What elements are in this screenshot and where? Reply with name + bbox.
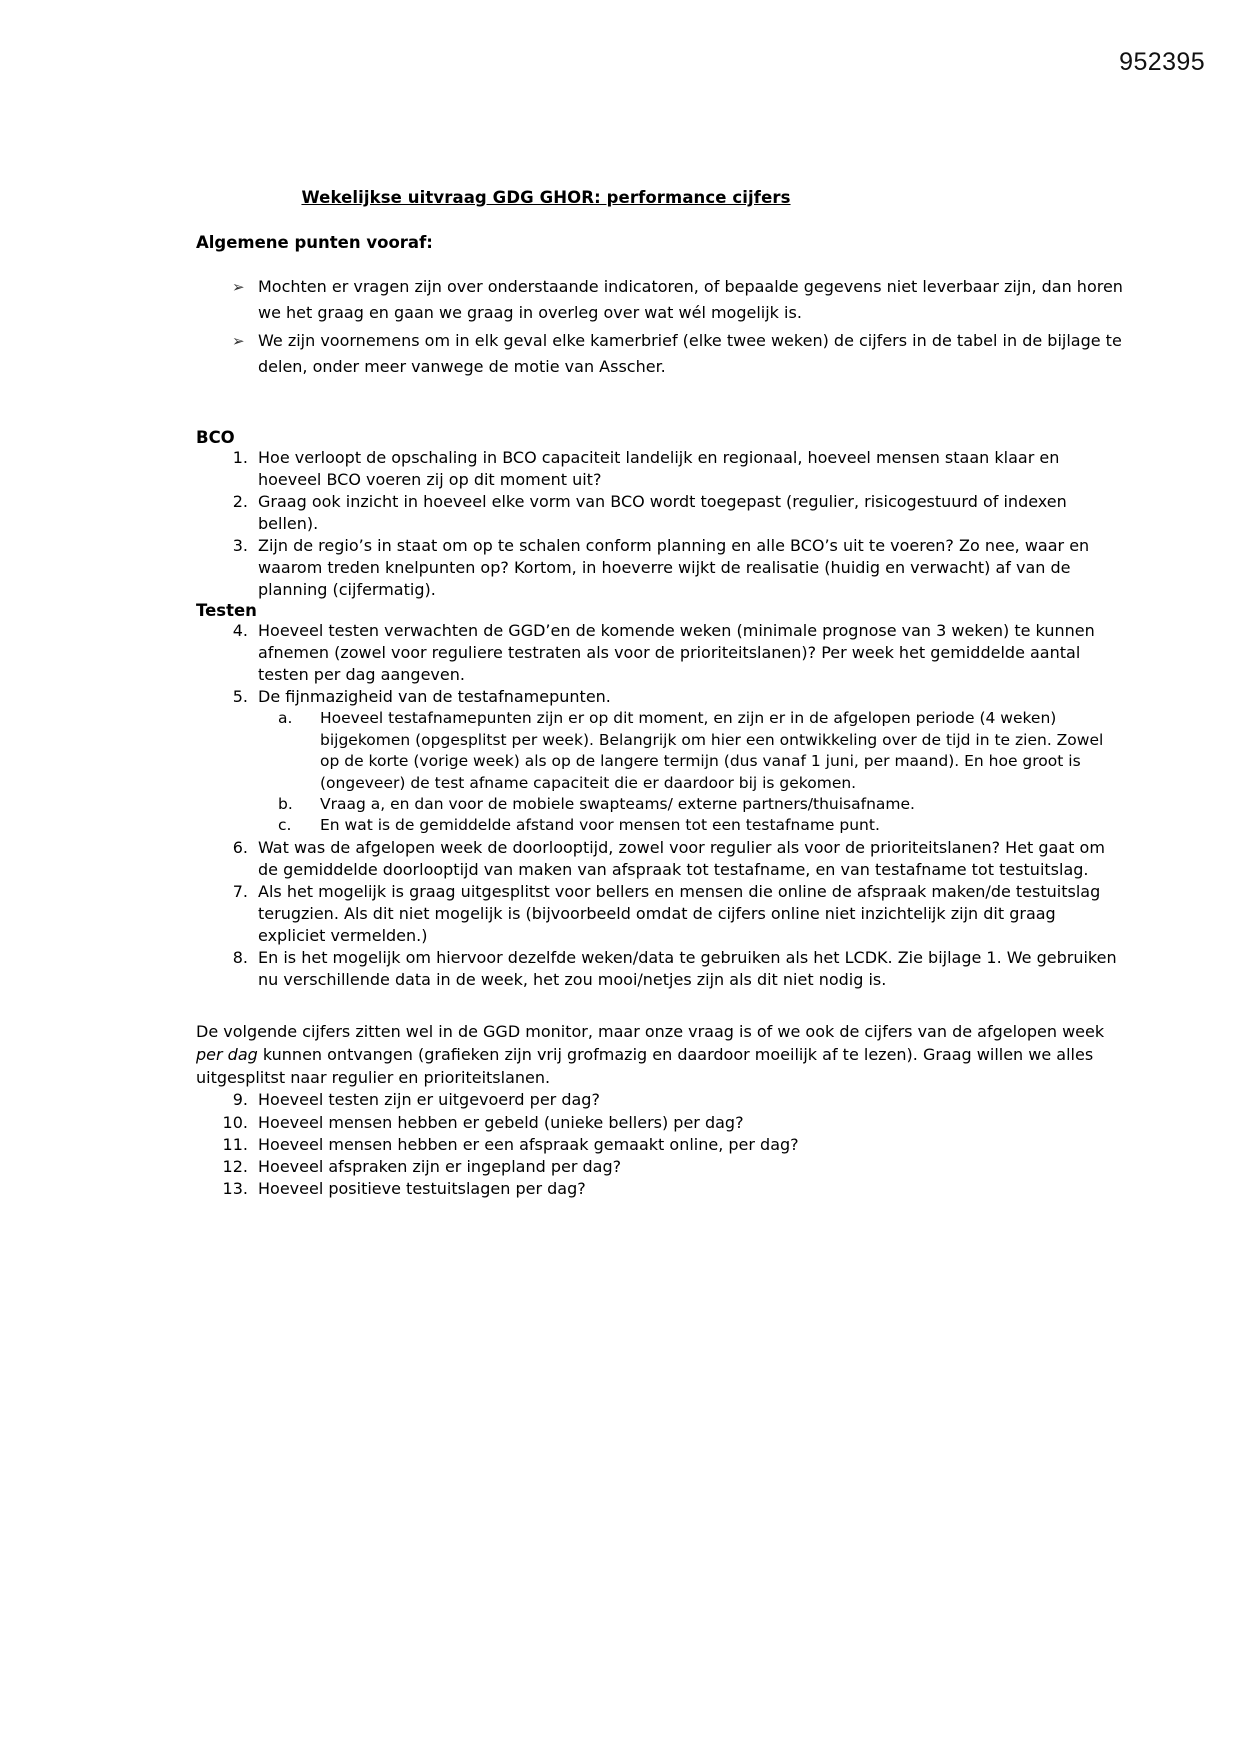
list-marker: c.	[278, 816, 292, 835]
list-marker: 11.	[222, 1134, 248, 1154]
list-marker: 4.	[232, 621, 248, 641]
testen-list	[196, 620, 1126, 991]
list-marker: 5.	[232, 687, 248, 707]
testen-sublist	[258, 708, 1126, 836]
list-item-text: De fijnmazigheid van de testafnamepunten.	[258, 687, 611, 707]
list-marker: 2.	[232, 491, 248, 511]
list-item-text: Hoeveel positieve testuitslagen per dag?	[258, 1178, 586, 1198]
section-heading-bco: BCO	[196, 427, 235, 447]
list-marker: b.	[278, 794, 293, 813]
section-heading-testen: Testen	[196, 601, 257, 621]
list-item	[196, 1089, 1126, 1111]
page-title: Wekelijkse uitvraag GDG GHOR: performance cijfers	[301, 188, 791, 207]
list-item-text: Als het mogelijk is graag uitgesplitst voor bellers en mensen die online de afspraak maken/de testuitslag terugzien. Als dit niet mogelijk is (bijvoorbeeld omdat de cijfers online niet inzichtelijk zijn dit graag expliciet vermelden.)	[258, 881, 1101, 946]
bco-list	[196, 447, 1126, 602]
list-item-text: Hoe verloopt de opschaling in BCO capaciteit landelijk en regionaal, hoeveel mensen staan klaar en hoeveel BCO voeren zij op dit moment uit?	[258, 447, 1060, 489]
list-item-text: Hoeveel testafnamepunten zijn er op dit moment, en zijn er in de afgelopen periode (4 weken) bijgekomen (opgesplitst per week). Belangrijk om hier een ontwikkeling over de tijd in te zien. Zowel op de korte (vorige week) als op de langere termijn (dus vanaf 1 juni, per maand). En hoe groot is (ongeveer) de test afname capaciteit die er daardoor bij is gekomen.	[320, 709, 1104, 792]
list-item	[196, 1156, 1126, 1178]
list-marker: 9.	[232, 1090, 248, 1110]
list-marker: 1.	[232, 447, 248, 467]
list-item	[196, 620, 1126, 686]
list-item-text: Mochten er vragen zijn over onderstaande indicatoren, of bepaalde gegevens niet leverbaar zijn, dan horen we het graag en gaan we graag in overleg over wat wél mogelijk is.	[258, 277, 1123, 322]
list-item	[258, 708, 1126, 794]
list-item	[196, 837, 1126, 881]
list-item	[196, 1178, 1126, 1200]
list-item	[258, 815, 1126, 836]
arrow-bullet-icon: ➢	[232, 278, 245, 296]
list-marker: 6.	[232, 837, 248, 857]
list-item-text: Vraag a, en dan voor de mobiele swapteams/ externe partners/thuisafname.	[320, 794, 915, 813]
list-item	[196, 274, 1126, 326]
list-item-text: Hoeveel testen zijn er uitgevoerd per dag?	[258, 1090, 600, 1110]
list-item	[196, 1112, 1126, 1134]
list-marker: a.	[278, 709, 293, 728]
arrow-bullet-icon: ➢	[232, 331, 245, 350]
list-item	[258, 794, 1126, 815]
list-item-text: Wat was de afgelopen week de doorlooptijd, zowel voor regulier als voor de prioriteitslanen? Het gaat om de gemiddelde doorlooptijd van maken van afspraak tot testafname, en van testafname tot testuitslag.	[258, 837, 1105, 879]
list-item	[196, 686, 1126, 836]
list-item-text: En wat is de gemiddelde afstand voor mensen tot een testafname punt.	[320, 816, 880, 835]
list-marker: 8.	[232, 948, 248, 968]
list-item-text: Graag ook inzicht in hoeveel elke vorm van BCO wordt toegepast (regulier, risicogestuurd of indexen bellen).	[258, 491, 1067, 533]
closing-paragraph-part1: De volgende cijfers zitten wel in de GGD monitor, maar onze vraag is of we ook de cijfers van de afgelopen week	[196, 1022, 1105, 1042]
list-marker: 12.	[222, 1156, 248, 1176]
list-item-text: Hoeveel mensen hebben er een afspraak gemaakt online, per dag?	[258, 1134, 799, 1154]
list-item-text: Hoeveel afspraken zijn er ingepland per dag?	[258, 1156, 622, 1176]
list-item-text: We zijn voornemens om in elk geval elke kamerbrief (elke twee weken) de cijfers in de tabel in de bijlage te delen, onder meer vanwege de motie van Asscher.	[258, 330, 1122, 376]
list-item-text: En is het mogelijk om hiervoor dezelfde weken/data te gebruiken als het LCDK. Zie bijlage 1. We gebruiken nu verschillende data in de week, het zou mooi/netjes zijn als dit niet nodig is.	[258, 948, 1117, 990]
intro-heading: Algemene punten vooraf:	[196, 233, 433, 252]
intro-bullet-list	[196, 274, 1126, 380]
list-item	[196, 328, 1126, 380]
closing-paragraph-part2: kunnen ontvangen (grafieken zijn vrij grofmazig en daardoor moeilijk af te lezen). Graag willen we alles uitgesplitst naar regulier en prioriteitslanen.	[196, 1045, 1094, 1087]
spacer	[196, 991, 1126, 1021]
spacer	[196, 382, 1126, 428]
list-marker: 13.	[222, 1178, 248, 1198]
list-item	[196, 447, 1126, 491]
list-item-text: Hoeveel testen verwachten de GGD’en de komende weken (minimale prognose van 3 weken) te kunnen afnemen (zowel voor reguliere testraten als voor de prioriteitslanen)? Per week het gemiddelde aantal testen per dag aangeven.	[258, 621, 1095, 685]
list-marker: 7.	[232, 881, 248, 901]
list-item	[196, 1134, 1126, 1156]
list-item-text: Hoeveel mensen hebben er gebeld (unieke bellers) per dag?	[258, 1112, 744, 1132]
document-number: 952395	[1119, 48, 1205, 76]
final-list	[196, 1089, 1126, 1199]
list-item	[196, 535, 1126, 601]
list-marker: 10.	[222, 1112, 248, 1132]
list-item	[196, 491, 1126, 535]
list-item	[196, 881, 1126, 947]
closing-paragraph-emphasis: per dag	[196, 1045, 258, 1064]
list-item-text: Zijn de regio’s in staat om op te schalen conform planning en alle BCO’s uit te voeren? Zo nee, waar en waarom treden knelpunten op? Kortom, in hoeverre wijkt de realisatie (huidig en verwacht) af van de planning (cijfermatig).	[258, 535, 1090, 600]
list-item	[196, 947, 1126, 991]
list-marker: 3.	[232, 535, 248, 555]
document-body	[196, 188, 1126, 1200]
closing-paragraph	[196, 1021, 1126, 1089]
